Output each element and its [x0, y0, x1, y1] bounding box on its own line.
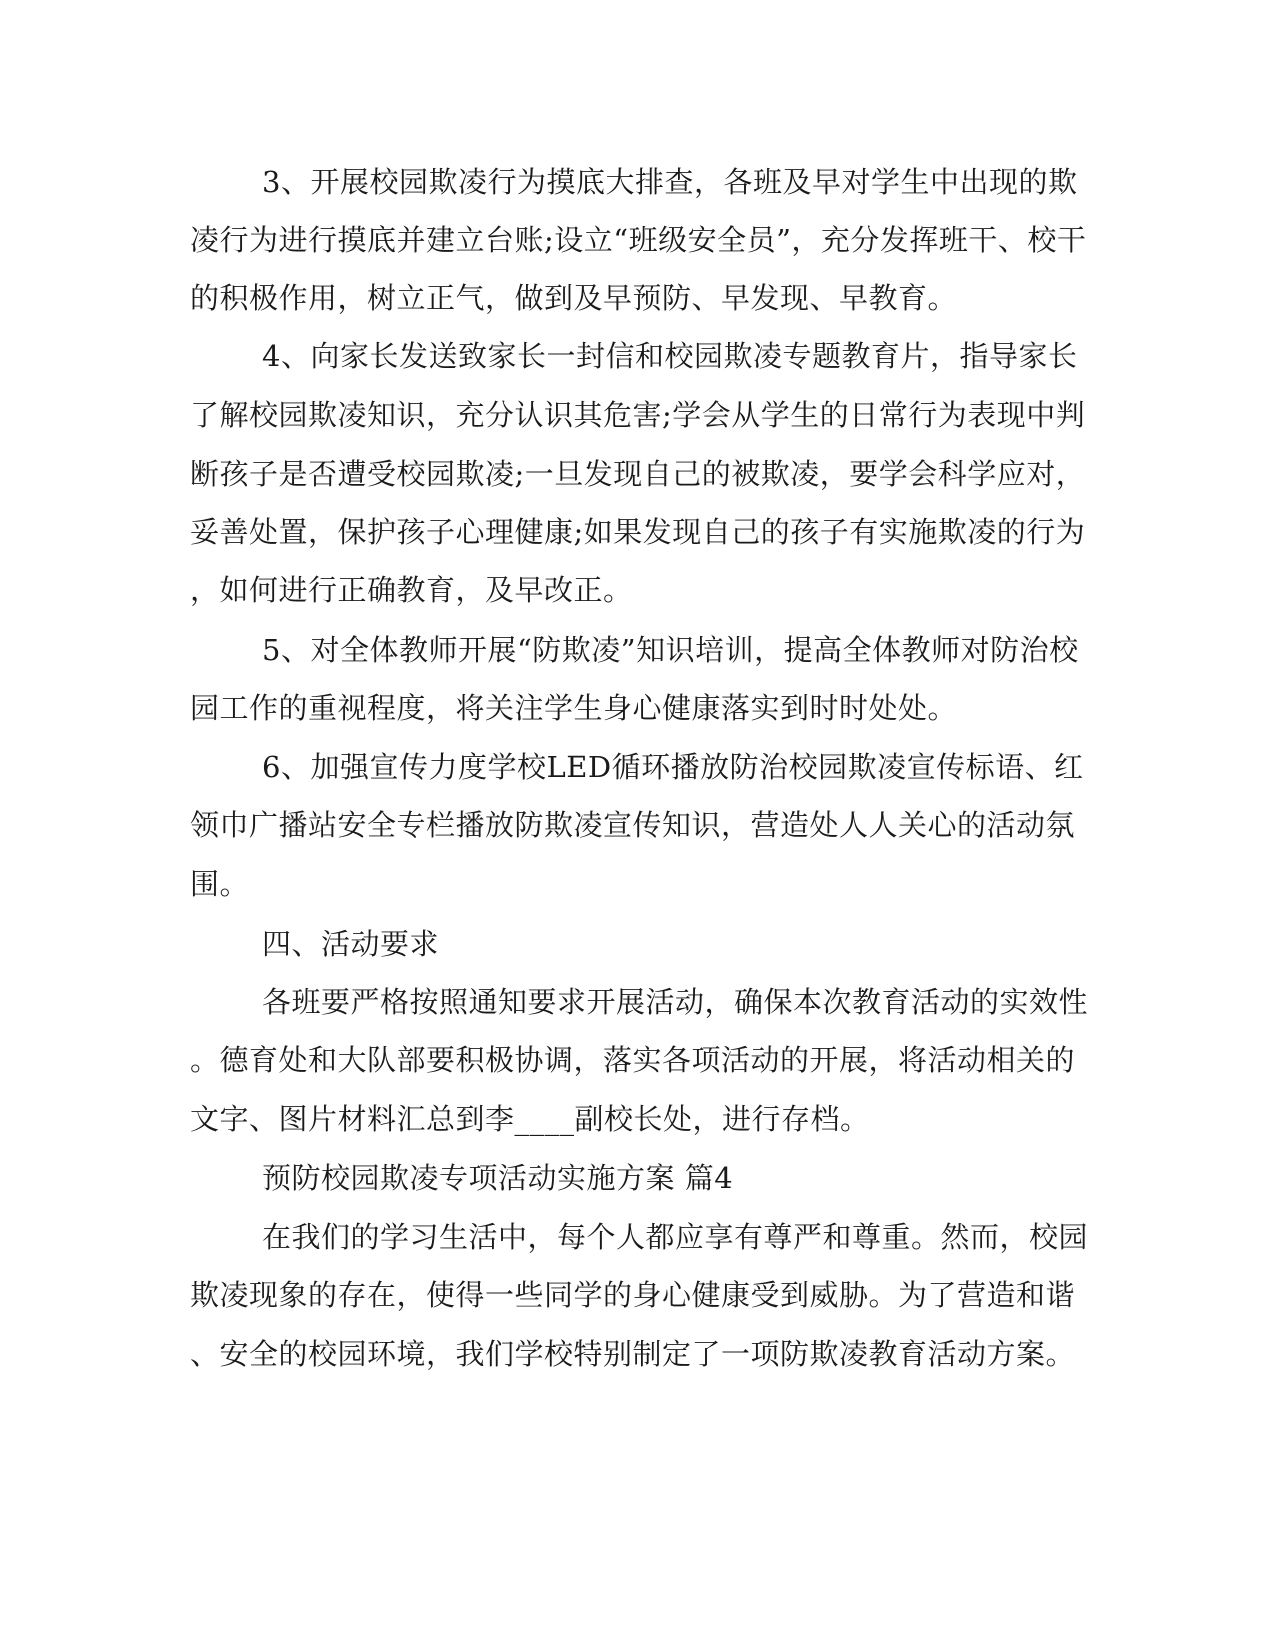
paragraph-4-line-4: 妥善处置，保护孩子心理健康;如果发现自己的孩子有实施欺凌的行为 — [190, 515, 1086, 549]
paragraph-4-line-1: 4、向家长发送致家长一封信和校园欺凌专题教育片，指导家长 — [262, 339, 1078, 373]
paragraph-4-line-3: 断孩子是否遭受校园欺凌;一旦发现自己的被欺凌，要学会科学应对， — [190, 457, 1086, 491]
paragraph-3-line-2: 凌行为进行摸底并建立台账;设立“班级安全员”，充分发挥班干、校干 — [190, 223, 1087, 257]
paragraph-6-line-3: 围。 — [190, 867, 250, 901]
intro-line-2: 欺凌现象的存在，使得一些同学的身心健康受到威胁。为了营造和谐 — [190, 1278, 1076, 1312]
paragraph-4-line-5: ，如何进行正确教育，及早改正。 — [190, 573, 633, 607]
paragraph-3-line-1: 3、开展校园欺凌行为摸底大排查，各班及早对学生中出现的欺 — [262, 165, 1078, 199]
paragraph-3-line-3: 的积极作用，树立正气，做到及早预防、早发现、早教育。 — [190, 281, 958, 315]
intro-line-1: 在我们的学习生活中，每个人都应享有尊严和尊重。然而，校园 — [262, 1220, 1089, 1254]
paragraph-4-line-2: 了解校园欺凌知识，充分认识其危害;学会从学生的日常行为表现中判 — [190, 398, 1086, 432]
paragraph-5-line-1: 5、对全体教师开展“防欺凌”知识培训，提高全体教师对防治校 — [262, 633, 1079, 667]
intro-line-3: 、安全的校园环境，我们学校特别制定了一项防欺凌教育活动方案。 — [190, 1337, 1076, 1371]
paragraph-6-line-1: 6、加强宣传力度学校LED循环播放防治校园欺凌宣传标语、红 — [262, 750, 1084, 784]
paragraph-6-line-2: 领巾广播站安全专栏播放防欺凌宣传知识，营造处人人关心的活动氛 — [190, 808, 1076, 842]
paragraph-5-line-2: 园工作的重视程度，将关注学生身心健康落实到时时处处。 — [190, 691, 958, 725]
plan-title: 预防校园欺凌专项活动实施方案 篇4 — [262, 1161, 734, 1195]
requirements-line-3: 文字、图片材料汇总到李____副校长处，进行存档。 — [190, 1102, 870, 1136]
section-heading: 四、活动要求 — [262, 927, 440, 961]
requirements-line-2: 。德育处和大队部要积极协调，落实各项活动的开展，将活动相关的 — [190, 1043, 1076, 1077]
requirements-line-1: 各班要严格按照通知要求开展活动，确保本次教育活动的实效性 — [262, 985, 1089, 1019]
